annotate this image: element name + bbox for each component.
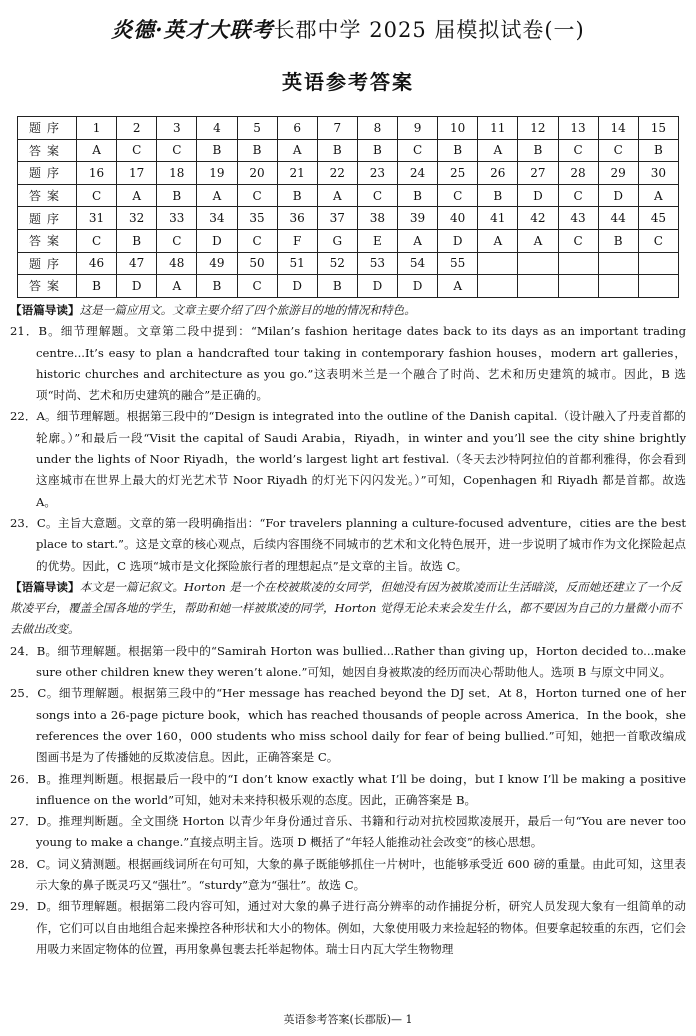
question-number-cell: [638, 252, 678, 275]
answer-cell: F: [277, 229, 317, 252]
question-number-cell: 31: [77, 207, 117, 230]
answer-cell: B: [197, 139, 237, 162]
guide-label: 【语篇导读】: [10, 579, 80, 594]
answer-cell: C: [438, 184, 478, 207]
passage-guide: [10, 300, 686, 321]
answer-cell: E: [357, 229, 397, 252]
question-number-cell: 48: [157, 252, 197, 275]
question-number-row: [18, 252, 679, 275]
question-number-cell: 27: [518, 162, 558, 185]
answer-cell: A: [117, 184, 157, 207]
question-number-cell: 47: [117, 252, 157, 275]
answer-cell: D: [197, 229, 237, 252]
answer-row: [18, 275, 679, 298]
row-label: 答案: [18, 229, 77, 252]
question-number-cell: 41: [478, 207, 518, 230]
question-number-cell: 30: [638, 162, 678, 185]
question-number-cell: 22: [317, 162, 357, 185]
question-number-cell: 37: [317, 207, 357, 230]
answer-cell: C: [77, 229, 117, 252]
answer-cell: C: [638, 229, 678, 252]
question-number-cell: 12: [518, 117, 558, 140]
question-number-cell: 21: [277, 162, 317, 185]
question-number-cell: 17: [117, 162, 157, 185]
guide-text: 本文是一篇记叙文。Horton 是一个在校被欺凌的女同学，但她没有因为被欺凌而让生活暗淡，反而她还建立了一个反欺凌平台，覆盖全国各地的学生，帮助和她一样被欺凌的同学，Horton 觉得无论未来会发生什么，都不要因为自己的力量微小而不去做出改变。: [10, 579, 682, 637]
question-number-cell: 19: [197, 162, 237, 185]
answer-cell: [638, 275, 678, 298]
answer-explanation: 29．D。细节理解题。根据第二段内容可知，通过对大象的鼻子进行高分辨率的动作捕捉分析，研究人员发现大象有一组简单的动作，它们可以自由地组合起来操控各种形状和大小的物体。例如，大象使用吸力来捡起轻的物体。但要拿起较重的东西，它们会用吸力来固定物体的位置，再用象鼻包裹去托举起物体。瑞士日内瓦大学生物物理: [10, 899, 686, 956]
answer-row: [18, 229, 679, 252]
school-exam-name: 长郡中学 2025 届模拟试卷(一): [273, 18, 585, 42]
row-label: 题序: [18, 117, 77, 140]
brand-name: 炎德·英才大联考: [111, 17, 274, 42]
question-number-cell: 20: [237, 162, 277, 185]
page-title: 英语参考答案: [282, 70, 414, 94]
question-number-cell: [518, 252, 558, 275]
answer-cell: C: [598, 139, 638, 162]
answer-cell: B: [317, 275, 357, 298]
answer-explanation: 23．C。主旨大意题。文章的第一段明确指出：“For travelers planning a culture-focused adventure，cities are the best place to start.”。这是文章的核心观点，后续内容围绕不同城市的艺术和文化特色展开，进一步说明了城市作为文化探险起点的优势。因此，C 选项“城市是文化探险旅行者的理想起点”是文章的主旨。故选 C。: [10, 515, 686, 573]
question-number-cell: 45: [638, 207, 678, 230]
row-label: 题序: [18, 162, 77, 185]
question-number-cell: 49: [197, 252, 237, 275]
answer-cell: G: [317, 229, 357, 252]
question-number-cell: 4: [197, 117, 237, 140]
answer-cell: B: [157, 184, 197, 207]
row-label: 答案: [18, 275, 77, 298]
question-number-cell: 8: [357, 117, 397, 140]
question-number-cell: 51: [277, 252, 317, 275]
question-number-cell: [478, 252, 518, 275]
question-number-cell: 13: [558, 117, 598, 140]
answer-cell: C: [77, 184, 117, 207]
page-footer: 英语参考答案(长郡版)— 1: [283, 1013, 413, 1026]
answer-cell: B: [77, 275, 117, 298]
answer-cell: A: [438, 275, 478, 298]
answer-cell: B: [237, 139, 277, 162]
answer-cell: [518, 275, 558, 298]
question-number-cell: [598, 252, 638, 275]
question-number-cell: 39: [398, 207, 438, 230]
row-label: 答案: [18, 184, 77, 207]
answer-cell: D: [598, 184, 638, 207]
answer-cell: A: [478, 229, 518, 252]
question-number-cell: 23: [357, 162, 397, 185]
answer-cell: A: [197, 184, 237, 207]
answer-cell: B: [277, 184, 317, 207]
question-number-cell: 14: [598, 117, 638, 140]
answer-cell: B: [598, 229, 638, 252]
answer-cell: D: [117, 275, 157, 298]
answer-cell: A: [478, 139, 518, 162]
question-number-cell: 16: [77, 162, 117, 185]
answer-cell: D: [438, 229, 478, 252]
answer-explanation: 28．C。词义猜测题。根据画线词所在句可知，大象的鼻子既能够抓住一片树叶，也能够承受近 600 磅的重量。由此可知，这里表示大象的鼻子既灵巧又“强壮”。“sturdy”意为“强壮”。故选 C。: [10, 856, 686, 893]
question-number-cell: 7: [317, 117, 357, 140]
answer-explanation: 25．C。细节理解题。根据第三段中的“Her message has reached beyond the DJ set．At 8，Horton turned one of her songs into a 26-page picture book，which has reached thousands of people across America．In the book，she references the over 160，000 students who miss school daily for fear of being bullied.”可知，她把一首歌改编成图画书是为了传播她的反欺凌信息。因此，正确答案是 C。: [10, 686, 686, 765]
row-label: 答案: [18, 139, 77, 162]
question-number-cell: 1: [77, 117, 117, 140]
question-number-cell: 9: [398, 117, 438, 140]
answer-cell: B: [478, 184, 518, 207]
answer-cell: A: [638, 184, 678, 207]
question-number-cell: 15: [638, 117, 678, 140]
answer-cell: C: [398, 139, 438, 162]
answer-cell: C: [157, 139, 197, 162]
answer-cell: A: [157, 275, 197, 298]
answer-cell: C: [117, 139, 157, 162]
question-number-cell: 26: [478, 162, 518, 185]
question-number-cell: [558, 252, 598, 275]
passage-guide: [10, 577, 686, 641]
answer-table: [17, 116, 679, 298]
question-number-cell: 3: [157, 117, 197, 140]
question-number-cell: 33: [157, 207, 197, 230]
answer-cell: D: [357, 275, 397, 298]
question-number-cell: 2: [117, 117, 157, 140]
answer-cell: A: [398, 229, 438, 252]
question-number-cell: 54: [398, 252, 438, 275]
question-number-cell: 53: [357, 252, 397, 275]
question-number-cell: 29: [598, 162, 638, 185]
answer-cell: B: [117, 229, 157, 252]
answer-cell: B: [317, 139, 357, 162]
question-number-row: [18, 162, 679, 185]
answer-cell: C: [237, 275, 277, 298]
answer-cell: A: [518, 229, 558, 252]
answer-cell: B: [518, 139, 558, 162]
answer-row: [18, 139, 679, 162]
question-number-cell: 50: [237, 252, 277, 275]
answer-cell: C: [558, 229, 598, 252]
question-number-cell: 43: [558, 207, 598, 230]
answer-explanation: 26．B。推理判断题。根据最后一段中的“I don’t know exactly what I’ll be doing，but I know I’ll be making a positive influence on the world”可知，她对未来持积极乐观的态度。因此，正确答案是 B。: [10, 771, 686, 807]
question-number-cell: 25: [438, 162, 478, 185]
answer-explanation: 22．A。细节理解题。根据第三段中的“Design is integrated into the outline of the Danish capital.（设计融入了丹麦首都的轮廓。）”和最后一段“Visit the capital of Saudi Arabia，Riyadh，in winter and you’ll see the city shine brightly under the lights of Noor Riyadh，the world’s largest light art festival.（冬天去沙特阿拉伯的首都利雅得，你会看到这座城市在世界上最大的灯光艺术节 Noor Riyadh 的灯光下闪闪发光。）”可知，Copenhagen 和 Riyadh 都是首都。故选 A。: [10, 409, 686, 509]
answer-cell: D: [398, 275, 438, 298]
answer-explanation: 27．D。推理判断题。全文围绕 Horton 以青少年身份通过音乐、书籍和行动对抗校园欺凌展开，最后一句“You are never too young to make a change.”直接点明主旨。选项 D 概括了“年轻人能推动社会改变”的核心思想。: [10, 814, 686, 850]
answer-cell: C: [157, 229, 197, 252]
question-number-cell: 44: [598, 207, 638, 230]
answer-row: [18, 184, 679, 207]
question-number-row: [18, 207, 679, 230]
answer-cell: B: [398, 184, 438, 207]
answer-cell: A: [277, 139, 317, 162]
answer-cell: A: [77, 139, 117, 162]
answer-cell: [478, 275, 518, 298]
question-number-cell: 36: [277, 207, 317, 230]
answer-cell: C: [558, 139, 598, 162]
answer-cell: B: [197, 275, 237, 298]
answer-cell: A: [317, 184, 357, 207]
answer-cell: B: [357, 139, 397, 162]
question-number-cell: 32: [117, 207, 157, 230]
answer-cell: [558, 275, 598, 298]
answer-explanation: 21．B。细节理解题。文章第二段中提到：“Milan’s fashion heritage dates back to its days as an important trading centre...It’s easy to plan a handcrafted tour taking in contemporary fashion houses，modern art galleries，historic churches and architecture as you go.”这表明米兰是一个融合了时尚、艺术和历史建筑的城市。因此，B 选项“时尚、艺术和历史建筑的融合”是正确的。: [10, 324, 686, 403]
answer-cell: C: [237, 184, 277, 207]
guide-label: 【语篇导读】: [10, 303, 80, 317]
question-number-cell: 28: [558, 162, 598, 185]
answer-cell: C: [357, 184, 397, 207]
answer-cell: [598, 275, 638, 298]
question-number-cell: 38: [357, 207, 397, 230]
question-number-cell: 52: [317, 252, 357, 275]
guide-text: 这是一篇应用文。文章主要介绍了四个旅游目的地的情况和特色。: [79, 303, 416, 317]
answer-cell: D: [277, 275, 317, 298]
row-label: 题序: [18, 252, 77, 275]
question-number-cell: 35: [237, 207, 277, 230]
question-number-cell: 18: [157, 162, 197, 185]
answer-cell: C: [558, 184, 598, 207]
question-number-cell: 5: [237, 117, 277, 140]
row-label: 题序: [18, 207, 77, 230]
question-number-cell: 46: [77, 252, 117, 275]
answer-cell: D: [518, 184, 558, 207]
exam-header: [0, 14, 696, 44]
question-number-cell: 34: [197, 207, 237, 230]
question-number-cell: 42: [518, 207, 558, 230]
answer-explanation: 24．B。细节理解题。根据第一段中的“Samirah Horton was bullied...Rather than giving up，Horton decided to...make sure other children knew they weren’t alone.”可知，她因自身被欺凌的经历而决心帮助他人。选项 B 与原文中同义。: [10, 643, 686, 680]
question-number-cell: 55: [438, 252, 478, 275]
question-number-row: [18, 117, 679, 140]
answer-cell: B: [438, 139, 478, 162]
question-number-cell: 11: [478, 117, 518, 140]
question-number-cell: 6: [277, 117, 317, 140]
answer-cell: B: [638, 139, 678, 162]
explanations: [10, 300, 686, 960]
question-number-cell: 10: [438, 117, 478, 140]
question-number-cell: 24: [398, 162, 438, 185]
answer-cell: C: [237, 229, 277, 252]
question-number-cell: 40: [438, 207, 478, 230]
